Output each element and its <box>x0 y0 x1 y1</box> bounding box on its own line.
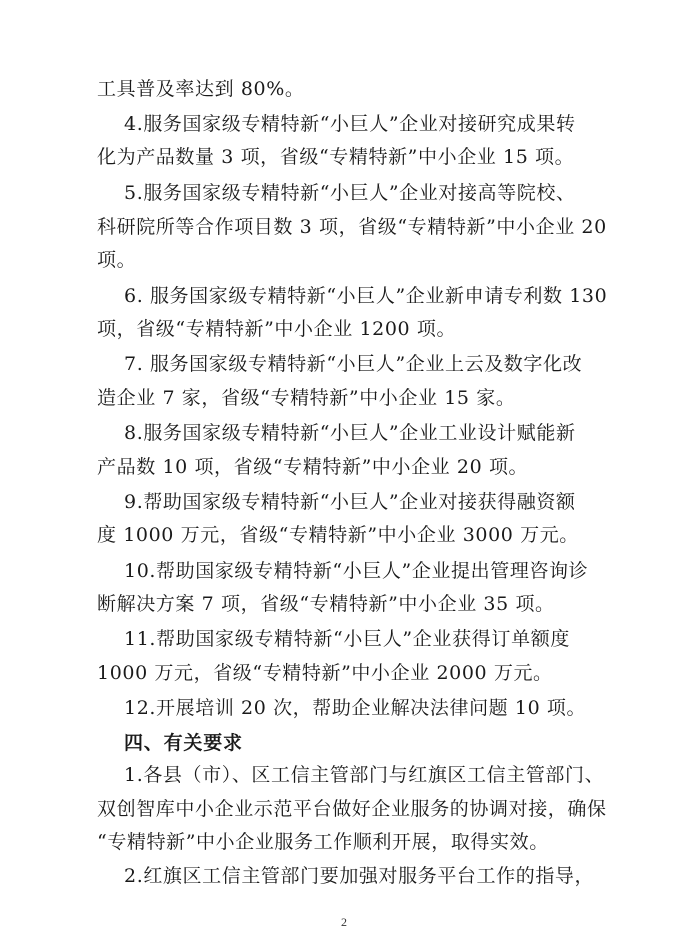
text-line: 2.红旗区工信主管部门要加强对服务平台工作的指导， <box>124 865 595 887</box>
page-number: 2 <box>341 915 347 929</box>
text-line: 化为产品数量 3 项，省级“专精特新”中小企业 15 项。 <box>97 146 575 168</box>
text-line: 4.服务国家级专精特新“小巨人”企业对接研究成果转 <box>124 113 576 135</box>
text-line: 1.各县（市）、区工信主管部门与红旗区工信主管部门、 <box>124 764 605 786</box>
text-line: 度 1000 万元，省级“专精特新”中小企业 3000 万元。 <box>97 524 579 546</box>
text-line: 工具普及率达到 80%。 <box>97 78 305 100</box>
text-line: 8.服务国家级专精特新“小巨人”企业工业设计赋能新 <box>124 422 576 444</box>
text-line: “专精特新”中小企业服务工作顺利开展，取得实效。 <box>97 831 549 853</box>
text-line: 12.开展培训 20 次，帮助企业解决法律问题 10 项。 <box>124 697 587 719</box>
text-line: 5.服务国家级专精特新“小巨人”企业对接高等院校、 <box>124 182 576 204</box>
text-line: 科研院所等合作项目数 3 项，省级“专精特新”中小企业 20 <box>97 216 607 238</box>
text-line: 9.帮助国家级专精特新“小巨人”企业对接获得融资额 <box>124 491 576 513</box>
text-line: 项。 <box>97 249 137 271</box>
text-line: 双创智库中小企业示范平台做好企业服务的协调对接，确保 <box>97 798 607 820</box>
text-line: 11.帮助国家级专精特新“小巨人”企业获得订单额度 <box>124 628 570 650</box>
text-line: 造企业 7 家，省级“专精特新”中小企业 15 家。 <box>97 387 516 409</box>
text-line: 断解决方案 7 项，省级“专精特新”中小企业 35 项。 <box>97 593 555 615</box>
text-line: 7. 服务国家级专精特新“小巨人”企业上云及数字化改 <box>124 353 583 375</box>
text-line: 10.帮助国家级专精特新“小巨人”企业提出管理咨询诊 <box>124 560 589 582</box>
text-line: 1000 万元，省级“专精特新”中小企业 2000 万元。 <box>97 662 553 684</box>
text-line: 产品数 10 项，省级“专精特新”中小企业 20 项。 <box>97 456 529 478</box>
section-heading: 四、有关要求 <box>124 732 243 754</box>
text-line: 6. 服务国家级专精特新“小巨人”企业新申请专利数 130 <box>124 285 608 307</box>
text-line: 项，省级“专精特新”中小企业 1200 项。 <box>97 318 457 340</box>
